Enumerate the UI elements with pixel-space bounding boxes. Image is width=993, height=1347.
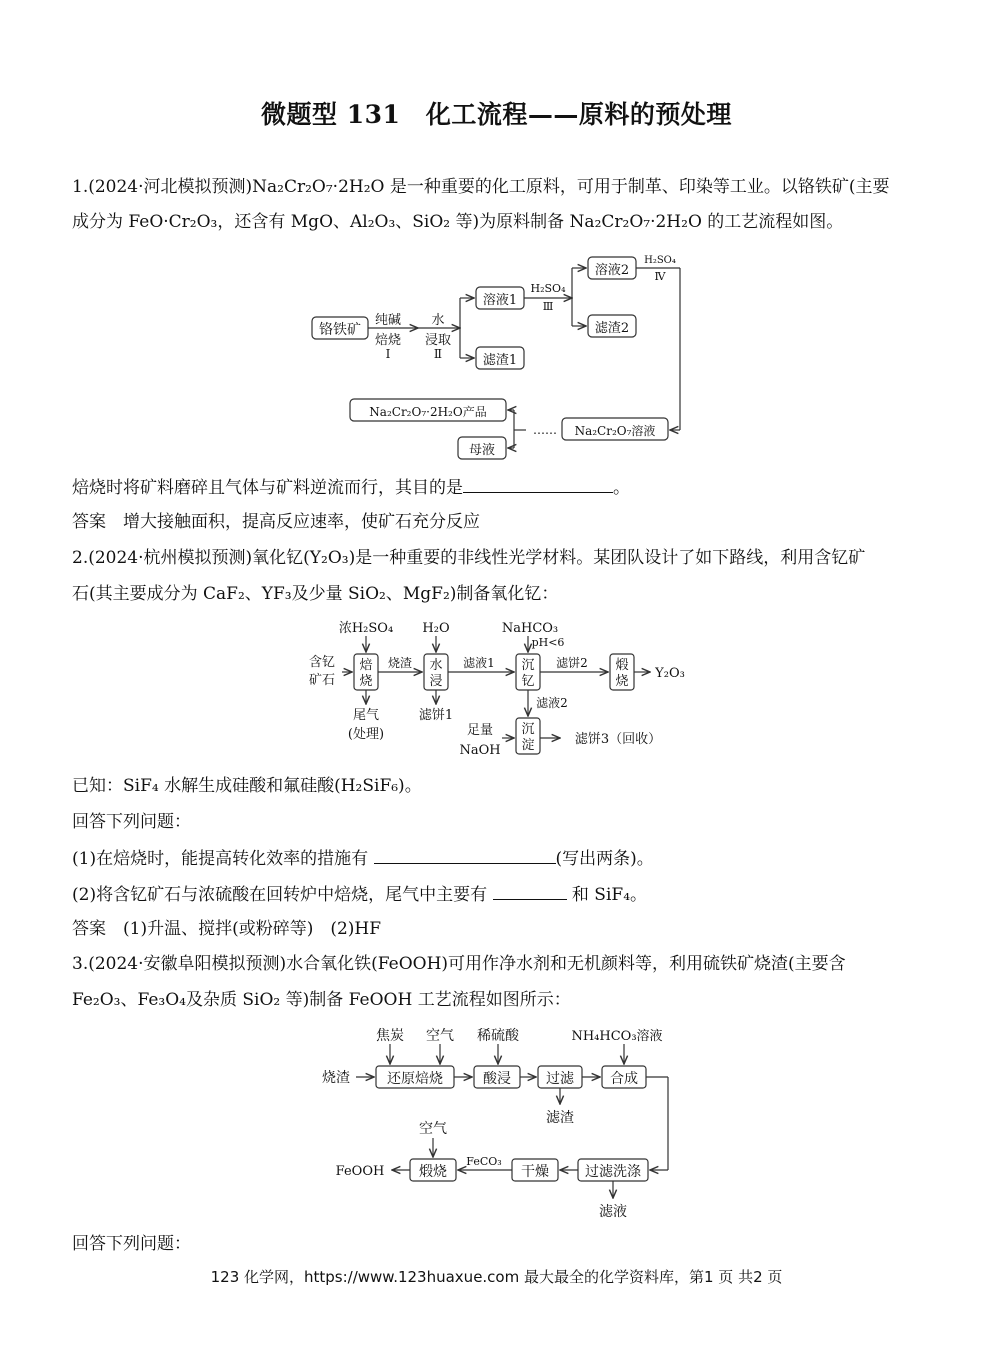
- q1-step2-op: 浸取: [424, 333, 452, 348]
- q3-reduce-roast-label: 还原焙烧: [387, 1071, 443, 1087]
- q1-question-end: 。: [613, 478, 630, 498]
- q1-step1-reagent: 纯碱: [374, 313, 402, 328]
- q2-sub1-end: (写出两条)。: [555, 849, 654, 869]
- q3-residue: 滤渣: [546, 1110, 574, 1126]
- q3-synthesis-label: 合成: [610, 1071, 638, 1087]
- q2-nahco3: NaHCO₃: [501, 621, 559, 636]
- q2-ore-line2: 矿石: [308, 673, 336, 688]
- q1-step3-num: Ⅲ: [542, 300, 554, 313]
- q1-answer: 答案 增大接触面积，提高反应速率，使矿石充分反应: [72, 512, 480, 532]
- q3-coke: 焦炭: [376, 1028, 404, 1044]
- q1-step4-num: Ⅳ: [654, 270, 666, 283]
- q2-sub1: [72, 845, 922, 871]
- q3-filtration-label: 过滤: [546, 1071, 574, 1087]
- q3-air1: 空气: [426, 1028, 454, 1044]
- q1-dichromate-label: Na₂Cr₂O₇溶液: [574, 424, 656, 438]
- q1-question-text: 焙烧时将矿料磨碎且气体与矿料逆流而行，其目的是: [72, 478, 463, 498]
- q2-stem-line2: 石(其主要成分为 CaF₂、YF₃及少量 SiO₂、MgF₂)制备氧化钇：: [72, 584, 559, 604]
- q2-ph: pH<6: [531, 636, 565, 649]
- q3-filter-wash-label: 过滤洗涤: [585, 1164, 641, 1180]
- q1-step1-num: Ⅰ: [385, 347, 391, 361]
- q3-acid-leach-label: 酸浸: [483, 1071, 511, 1087]
- page-footer: 123 化学网，https://www.123huaxue.com 最大最全的化学资料库，第1 页 共2 页: [210, 1268, 783, 1286]
- q2-cake3: 滤饼3（回收）: [574, 732, 662, 747]
- q3-stem-line1: 3.(2024·安徽阜阳模拟预测)水合氧化铁(FeOOH)可用作净水剂和无机颜料等，利用硫铁矿烧渣(主要含: [72, 954, 846, 974]
- q2-roast-label2: 烧: [359, 674, 373, 689]
- q1-dots: ……: [533, 423, 557, 437]
- q1-step4-reagent: H₂SO₄: [644, 255, 676, 266]
- q2-calcine-label1: 煅: [615, 658, 629, 673]
- q1-solution1-label: 溶液1: [482, 293, 518, 308]
- q3-flow-diagram: [312, 1020, 682, 1225]
- q1-stem-line1: 1.(2024·河北模拟预测)Na₂Cr₂O₇·2H₂O 是一种重要的化工原料，可用于制革、印染等工业。以铬铁矿(主要: [72, 177, 890, 197]
- q1-answer-blank: [463, 474, 613, 493]
- q2-prompt: 回答下列问题：: [72, 812, 191, 832]
- q2-filtrate1: 滤液1: [463, 656, 495, 670]
- q2-leach-label2: 浸: [429, 674, 443, 689]
- q1-flow-diagram: [300, 250, 700, 462]
- q2-precip-label1: 沉: [521, 658, 535, 673]
- q2-flow-diagram: [296, 614, 696, 764]
- q2-precip-label2: 钇: [521, 674, 535, 689]
- page-title: 微题型 131 化工流程——原料的预处理: [261, 100, 732, 129]
- q2-slag: 烧渣: [387, 656, 413, 670]
- q2-treatment: (处理): [347, 727, 385, 742]
- q2-tail-gas: 尾气: [352, 708, 380, 723]
- q3-feooh: FeOOH: [335, 1164, 385, 1179]
- q3-filtrate: 滤液: [599, 1204, 627, 1220]
- q2-excess: 足量: [466, 723, 494, 738]
- q3-calcine-label: 煅烧: [419, 1164, 447, 1180]
- q2-cake1: 滤饼1: [418, 708, 454, 723]
- q1-solution2-label: 溶液2: [594, 263, 630, 278]
- q1-step3-reagent: H₂SO₄: [530, 282, 566, 295]
- q2-sub1-text: (1)在焙烧时，能提高转化效率的措施有: [72, 849, 369, 869]
- q2-cake2: 滤饼2: [556, 656, 588, 670]
- q2-answer: 答案 (1)升温、搅拌(或粉碎等) (2)HF: [72, 919, 382, 939]
- q1-step1-op: 焙烧: [374, 333, 402, 348]
- q2-stem-line1: 2.(2024·杭州模拟预测)氧化钇(Y₂O₃)是一种重要的非线性光学材料。某团队设计了如下路线，利用含钇矿: [72, 548, 866, 568]
- q3-cinder: 烧渣: [322, 1070, 350, 1086]
- q3-feco3: FeCO₃: [466, 1155, 502, 1168]
- q2-sub2-blank: [493, 881, 567, 900]
- q2-known: 已知：SiF₄ 水解生成硅酸和氟硅酸(H₂SiF₆)。: [72, 776, 422, 796]
- q2-sub2-end: 和 SiF₄。: [571, 885, 648, 905]
- q1-residue2-label: 滤渣2: [594, 321, 630, 336]
- q3-dilute-acid: 稀硫酸: [477, 1028, 519, 1044]
- q2-naoh: NaOH: [459, 743, 501, 758]
- q2-sub2-text: (2)将含钇矿石与浓硫酸在回转炉中焙烧，尾气中主要有: [72, 885, 488, 905]
- q2-sediment-label2: 淀: [521, 738, 535, 753]
- q2-sub1-blank: [374, 845, 556, 864]
- q1-product-label: Na₂Cr₂O₇·2H₂O产品: [369, 405, 487, 419]
- q3-air2: 空气: [419, 1121, 447, 1137]
- q3-prompt: 回答下列问题：: [72, 1234, 191, 1254]
- q2-roast-label1: 焙: [359, 658, 373, 673]
- q1-question: [72, 474, 922, 500]
- q2-y2o3: Y₂O₃: [655, 666, 685, 681]
- q1-residue1-label: 滤渣1: [482, 353, 518, 368]
- q2-calcine-label2: 烧: [615, 674, 629, 689]
- q3-nh4hco3: NH₄HCO₃溶液: [571, 1029, 663, 1044]
- q1-mother-liquor-label: 母液: [468, 443, 496, 458]
- q1-step2-num: Ⅱ: [433, 347, 443, 361]
- q1-step2-reagent: 水: [431, 313, 445, 328]
- q2-filtrate2: 滤液2: [536, 696, 568, 710]
- q3-dry-label: 干燥: [521, 1164, 549, 1180]
- q1-ore-label: 铬铁矿: [319, 322, 361, 338]
- q2-sediment-label1: 沉: [521, 722, 535, 737]
- q2-leach-label1: 水: [429, 658, 443, 673]
- q3-stem-line2: Fe₂O₃、Fe₃O₄及杂质 SiO₂ 等)制备 FeOOH 工艺流程如图所示：: [72, 990, 571, 1010]
- q2-conc-acid: 浓H₂SO₄: [338, 621, 394, 636]
- q2-sub2: [72, 881, 922, 907]
- q2-water: H₂O: [422, 621, 450, 636]
- q1-stem-line2: 成分为 FeO·Cr₂O₃，还含有 MgO、Al₂O₃、SiO₂ 等)为原料制备 Na₂Cr₂O₇·2H₂O 的工艺流程如图。: [72, 212, 844, 232]
- q2-ore-line1: 含钇: [308, 655, 336, 670]
